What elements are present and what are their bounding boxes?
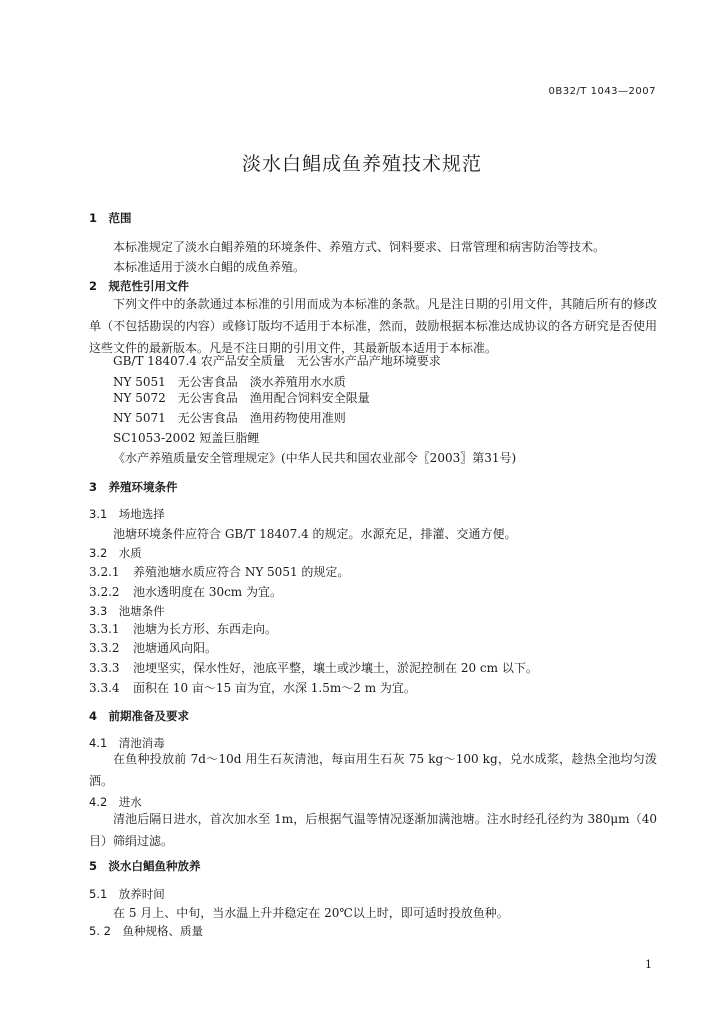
clause-3-3-4: 3.3.4 面积在 10 亩～15 亩为宜，水深 1.5m～2 m 为宜。 [89,681,416,695]
section-1-heading: 1 范围 [89,211,132,225]
clause-3-2-1: 3.2.1 养殖池塘水质应符合 NY 5051 的规定。 [89,565,350,579]
section-4-1-heading: 4.1 清池消毒 [89,736,165,750]
page-number: 1 [645,958,652,971]
document-title: 淡水白鲳成鱼养殖技术规范 [241,153,482,175]
section-5-1-heading: 5.1 放养时间 [89,887,165,901]
reference-item: GB/T 18407.4 农产品安全质量 无公害水产品产地环境要求 [113,354,441,368]
reference-item: 《水产养殖质量安全管理规定》(中华人民共和国农业部令〖2003〗第31号) [113,451,517,465]
standard-code: 0B32/T 1043—2007 [548,86,656,97]
section-1-para-1: 本标准规定了淡水白鲳养殖的环境条件、养殖方式、饲料要求、日常管理和病害防治等技术。 [113,240,606,254]
section-3-1-text: 池塘环境条件应符合 GB/T 18407.4 的规定。水源充足，排灌、交通方便。 [113,527,517,541]
section-5-2-heading: 5. 2 鱼种规格、质量 [89,924,203,938]
section-3-1-heading: 3.1 场地选择 [89,507,165,521]
section-4-2-heading: 4.2 进水 [89,795,142,809]
section-1-para-2: 本标准适用于淡水白鲳的成鱼养殖。 [113,260,306,274]
section-2-heading: 2 规范性引用文件 [89,279,190,293]
clause-3-3-3: 3.3.3 池埂坚实，保水性好，池底平整，壤土或沙壤土，淤泥控制在 20 cm 以下。 [89,661,538,675]
section-3-3-heading: 3.3 池塘条件 [89,604,165,618]
section-2-para: 下列文件中的条款通过本标准的引用而成为本标准的条款。凡是注日期的引用文件，其随后所有的修改单（不包括勘误的内容）或修订版均不适用于本标准，然而，鼓励根据本标准达成协议的各方研究是否使用这些文件的最新版本。凡是不注日期的引用文件，其最新版本适用于本标准。 [89,297,657,355]
section-3-heading: 3 养殖环境条件 [89,480,178,494]
section-4-2-para: 清池后隔日进水，首次加水至 1m，后根据气温等情况逐渐加满池塘。注水时经孔径约为 380μm（40目）筛绢过滤。 [89,812,657,848]
clause-3-3-1: 3.3.1 池塘为长方形、东西走向。 [89,622,278,636]
section-5-1-text: 在 5 月上、中旬，当水温上升并稳定在 20℃以上时，即可适时投放鱼种。 [113,906,509,920]
reference-item: SC1053-2002 短盖巨脂鲤 [113,431,260,445]
clause-3-3-2: 3.3.2 池塘通风向阳。 [89,641,218,655]
section-4-1-para: 在鱼种投放前 7d～10d 用生石灰清池，每亩用生石灰 75 kg～100 kg，兑水成浆，趁热全池均匀泼洒。 [89,752,657,788]
reference-item: NY 5071 无公害食品 渔用药物使用准则 [113,411,346,425]
clause-3-2-2: 3.2.2 池水透明度在 30cm 为宜。 [89,585,282,599]
section-5-heading: 5 淡水白鲳鱼种放养 [89,859,201,873]
section-4-heading: 4 前期准备及要求 [89,709,190,723]
reference-item: NY 5072 无公害食品 渔用配合饲料安全限量 [113,391,370,405]
reference-item: NY 5051 无公害食品 淡水养殖用水水质 [113,375,346,389]
section-3-2-heading: 3.2 水质 [89,546,142,560]
